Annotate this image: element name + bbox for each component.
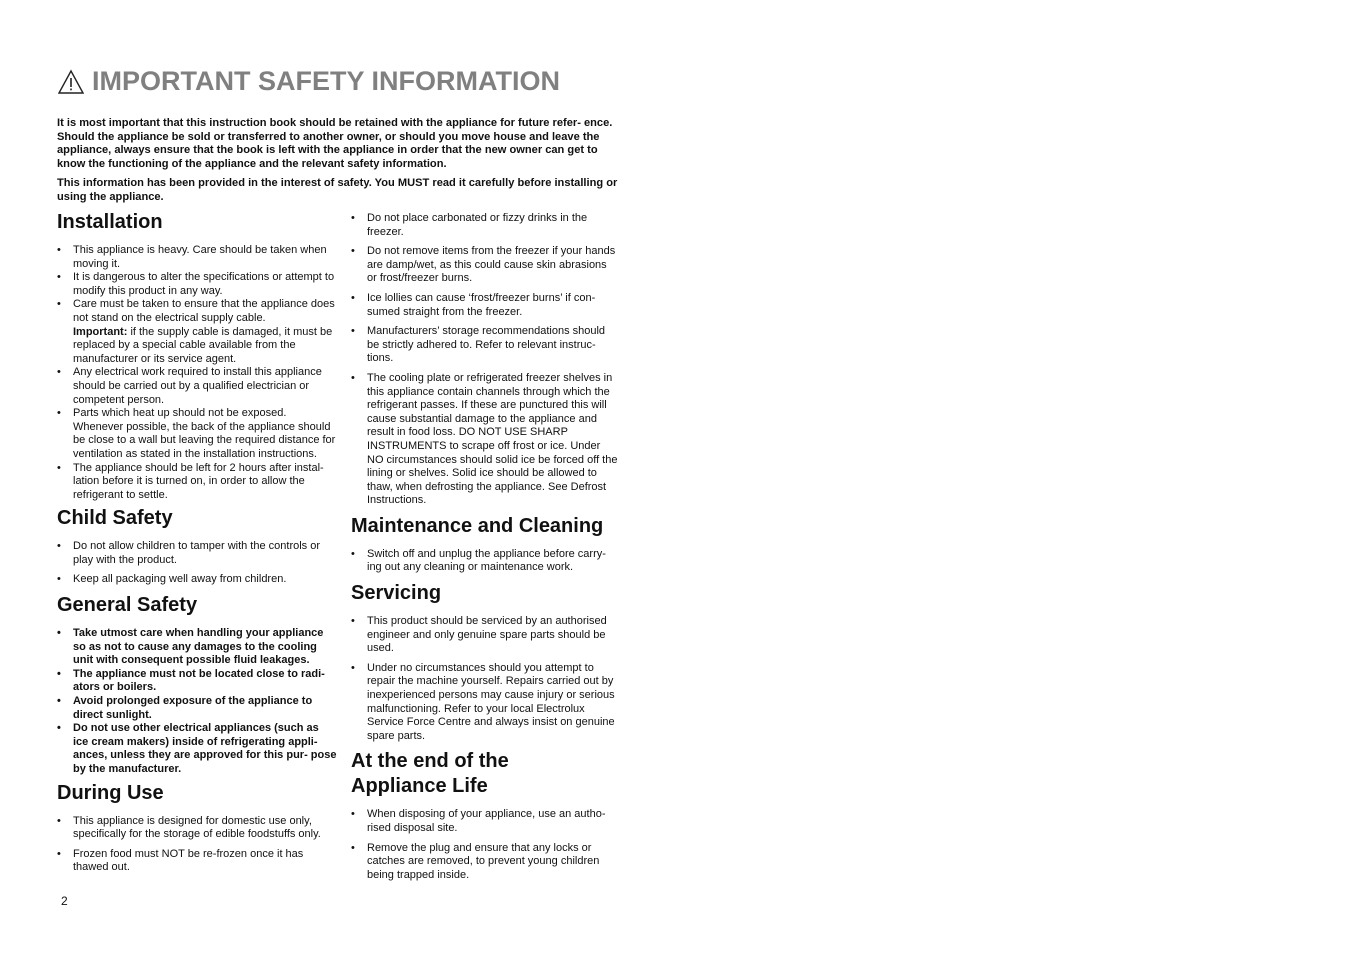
general-safety-heading: General Safety <box>57 594 198 617</box>
list-item: • Do not allow children to tamper with the controls or play with the product. <box>57 540 337 567</box>
during-use-section <box>57 781 337 875</box>
child-safety-section <box>57 506 337 587</box>
during-use-continued <box>351 212 619 508</box>
maintenance-section <box>351 514 619 575</box>
list-item: • The appliance must not be located close to radi- ators or boilers. <box>57 668 337 695</box>
list-item: • Parts which heat up should not be exposed. Whenever possible, the back of the appliance should be close to a wall but leaving the required distance for ventilation as stated in the installation instructions. <box>57 407 337 461</box>
installation-list <box>57 244 337 502</box>
installation-section <box>57 210 337 502</box>
page-title <box>58 66 560 97</box>
general-safety-list <box>57 627 337 777</box>
list-item: • Take utmost care when handling your appliance so as not to cause any damages to the cooling unit with consequent possible fluid leakages. <box>57 627 337 668</box>
list-item: • Switch off and unplug the appliance before carry- ing out any cleaning or maintenance work. <box>351 548 619 575</box>
maintenance-list <box>351 548 619 575</box>
list-item: • Any electrical work required to install this appliance should be carried out by a qualified electrician or competent person. <box>57 366 337 407</box>
end-of-life-heading-line1: At the end of the <box>351 750 509 773</box>
list-item: • Ice lollies can cause ‘frost/freezer burns’ if con- sumed straight from the freezer. <box>351 292 619 319</box>
list-item: • This appliance is designed for domestic use only, specifically for the storage of edible foodstuffs only. <box>57 815 337 842</box>
list-item: • Keep all packaging well away from children. <box>57 573 337 587</box>
maintenance-heading: Maintenance and Cleaning <box>351 514 604 537</box>
list-item: • This appliance is heavy. Care should be taken when moving it. <box>57 244 337 271</box>
servicing-heading: Servicing <box>351 582 442 605</box>
end-of-life-heading <box>351 749 619 799</box>
child-safety-list <box>57 540 337 587</box>
servicing-section <box>351 581 619 743</box>
right-column <box>351 212 619 888</box>
page-title-text: IMPORTANT SAFETY INFORMATION <box>92 66 560 96</box>
during-use-heading: During Use <box>57 781 164 804</box>
during-use-list <box>57 815 337 875</box>
child-safety-heading: Child Safety <box>57 507 173 530</box>
list-item: • Do not use other electrical appliances (such as ice cream makers) inside of refrigerating appli- ances, unless they are approved for this pur- pose by the manufacturer. <box>57 722 337 776</box>
list-item: • Under no circumstances should you attempt to repair the machine yourself. Repairs carried out by inexperienced persons may cause injury or serious malfunctioning. Refer to your local Electrolux Service Force Centre and always insist on genuine spare parts. <box>351 662 619 744</box>
end-of-life-list <box>351 808 619 882</box>
installation-heading: Installation <box>57 211 163 233</box>
left-column <box>57 210 337 881</box>
list-item: • This product should be serviced by an authorised engineer and only genuine spare parts should be used. <box>351 615 619 656</box>
list-item-text: Care must be taken to ensure that the appliance does not stand on the electrical supply cable. <box>73 298 335 324</box>
warning-triangle-icon <box>58 69 84 95</box>
end-of-life-heading-line2: Appliance Life <box>351 775 488 798</box>
list-item: • The appliance should be left for 2 hours after instal- lation before it is turned on, in order to allow the refrigerant to settle. <box>57 462 337 503</box>
list-item: • Avoid prolonged exposure of the appliance to direct sunlight. <box>57 695 337 722</box>
list-item <box>57 298 337 366</box>
list-item: • When disposing of your appliance, use an autho- rised disposal site. <box>351 808 619 835</box>
general-safety-section <box>57 593 337 777</box>
list-item: • The cooling plate or refrigerated freezer shelves in this appliance contain channels through which the refrigerant passes. If these are punctured this will cause substantial damage to the appliance and result in food loss. DO NOT USE SHARP INSTRUMENTS to scrape off frost or ice. Under NO circumstances should solid ice be forced off the lining or shelves. Solid ice should be allowed to thaw, when defrosting the appliance. See Defrost Instructions. <box>351 372 619 508</box>
intro <box>57 117 619 211</box>
end-of-life-section <box>351 749 619 882</box>
list-item: • Do not place carbonated or fizzy drinks in the freezer. <box>351 212 619 239</box>
important-text: if the supply cable is damaged, it must be replaced by a special cable available from the manufacturer or its service agent. <box>73 325 333 365</box>
list-item: • Frozen food must NOT be re-frozen once it has thawed out. <box>57 848 337 875</box>
list-item: • Manufacturers’ storage recommendations should be strictly adhered to. Refer to relevant instruc- tions. <box>351 325 619 366</box>
list-item: • Do not remove items from the freezer if your hands are damp/wet, as this could cause skin abrasions or frost/freezer burns. <box>351 245 619 286</box>
during-use-list-continued <box>351 212 619 508</box>
list-item: • It is dangerous to alter the specifications or attempt to modify this product in any way. <box>57 271 337 298</box>
intro-paragraph: This information has been provided in the interest of safety. You MUST read it carefully before installing or using the appliance. <box>57 177 618 203</box>
page-number: 2 <box>61 894 68 908</box>
important-label: Important: <box>73 325 128 338</box>
servicing-list <box>351 615 619 743</box>
list-item: • Remove the plug and ensure that any locks or catches are removed, to prevent young children being trapped inside. <box>351 842 619 883</box>
intro-paragraph: It is most important that this instruction book should be retained with the appliance for future refer- ence. Should the appliance be sold or transferred to another owner, or should you move house and leave the appliance, always ensure that the book is left with the appliance in order that the new owner can get to know the functioning of the appliance and the relevant safety information. <box>57 117 613 170</box>
